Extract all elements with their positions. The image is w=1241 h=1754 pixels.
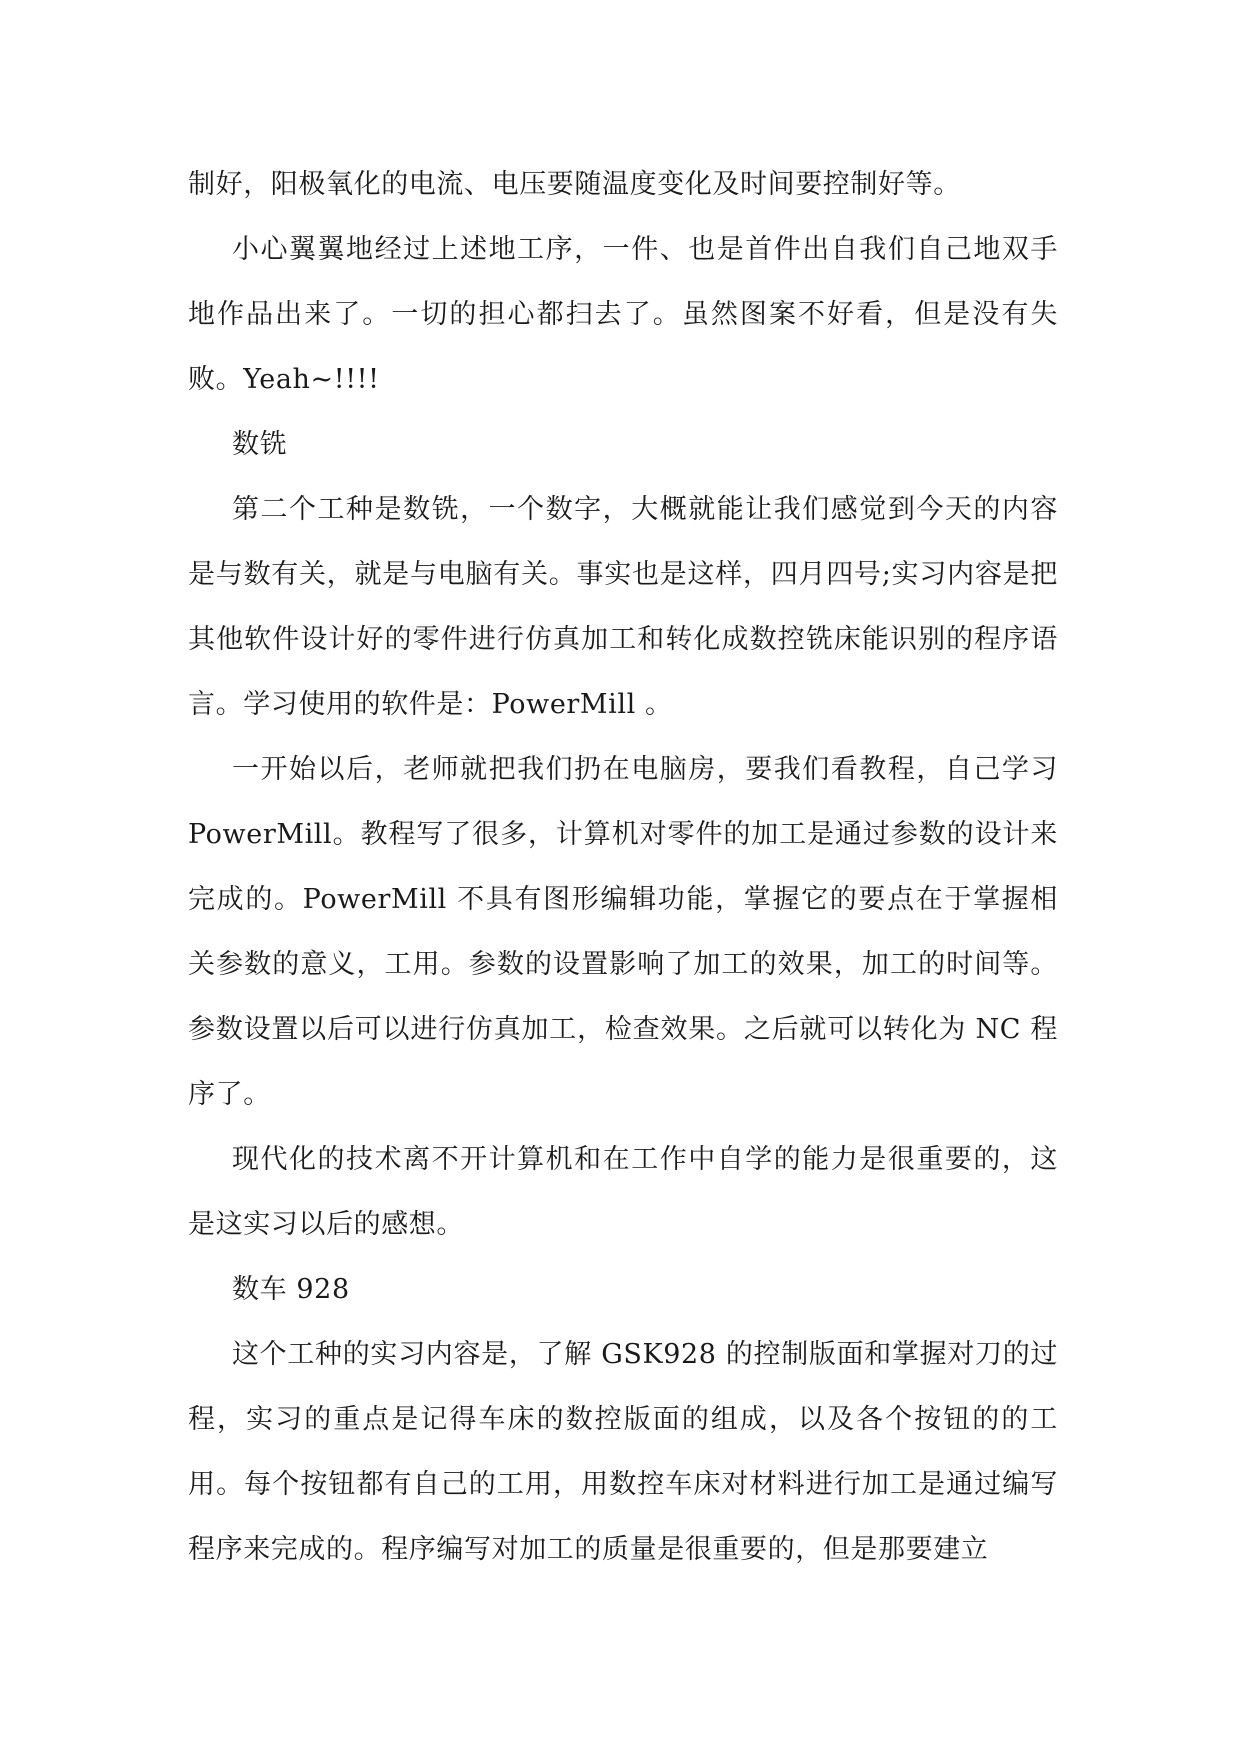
paragraph-cnc-milling-intro: 第二个工种是数铣，一个数字，大概就能让我们感觉到今天的内容是与数有关，就是与电脑有关。事实也是这样，四月四号;实习内容是把其他软件设计好的零件进行仿真加工和转化成数控铣床能识别的程序语言。学习使用的软件是：PowerMill 。 (188, 494, 1058, 720)
paragraph-powermill: 一开始以后，老师就把我们扔在电脑房，要我们看教程，自己学习 PowerMill。教程写了很多，计算机对零件的加工是通过参数的设计来完成的。PowerMill 不具有图形编辑功能，掌握它的要点在于掌握相关参数的意义，工用。参数的设置影响了加工的效果，加工的时间等。参数设置以后可以进行仿真加工，检查效果。之后就可以转化为 NC 程序了。 (188, 754, 1068, 1110)
paragraph-gsk928: 这个工种的实习内容是，了解 GSK928 的控制版面和掌握对刀的过程，实习的重点是记得车床的数控版面的组成，以及各个按钮的的工用。每个按钮都有自己的工用，用数控车床对材料进行加工是通过编写程序来完成的。程序编写对加工的质量是很重要的，但是那要建立 (188, 1339, 1058, 1565)
paragraph-reflection: 现代化的技术离不开计算机和在工作中自学的能力是很重要的，这是这实习以后的感想。 (188, 1144, 1058, 1240)
paragraph-anodizing-end: 制好，阳极氧化的电流、电压要随温度变化及时间要控制好等。 (188, 169, 961, 200)
section-heading-cnc-lathe-928: 数车 928 (232, 1274, 350, 1305)
section-heading-cnc-milling: 数铣 (232, 429, 288, 460)
paragraph-first-piece: 小心翼翼地经过上述地工序，一件、也是首件出自我们自己地双手地作品出来了。一切的担心都扫去了。虽然图案不好看，但是没有失败。Yeah~!!!! (188, 234, 1058, 395)
document-page (188, 152, 1068, 1582)
